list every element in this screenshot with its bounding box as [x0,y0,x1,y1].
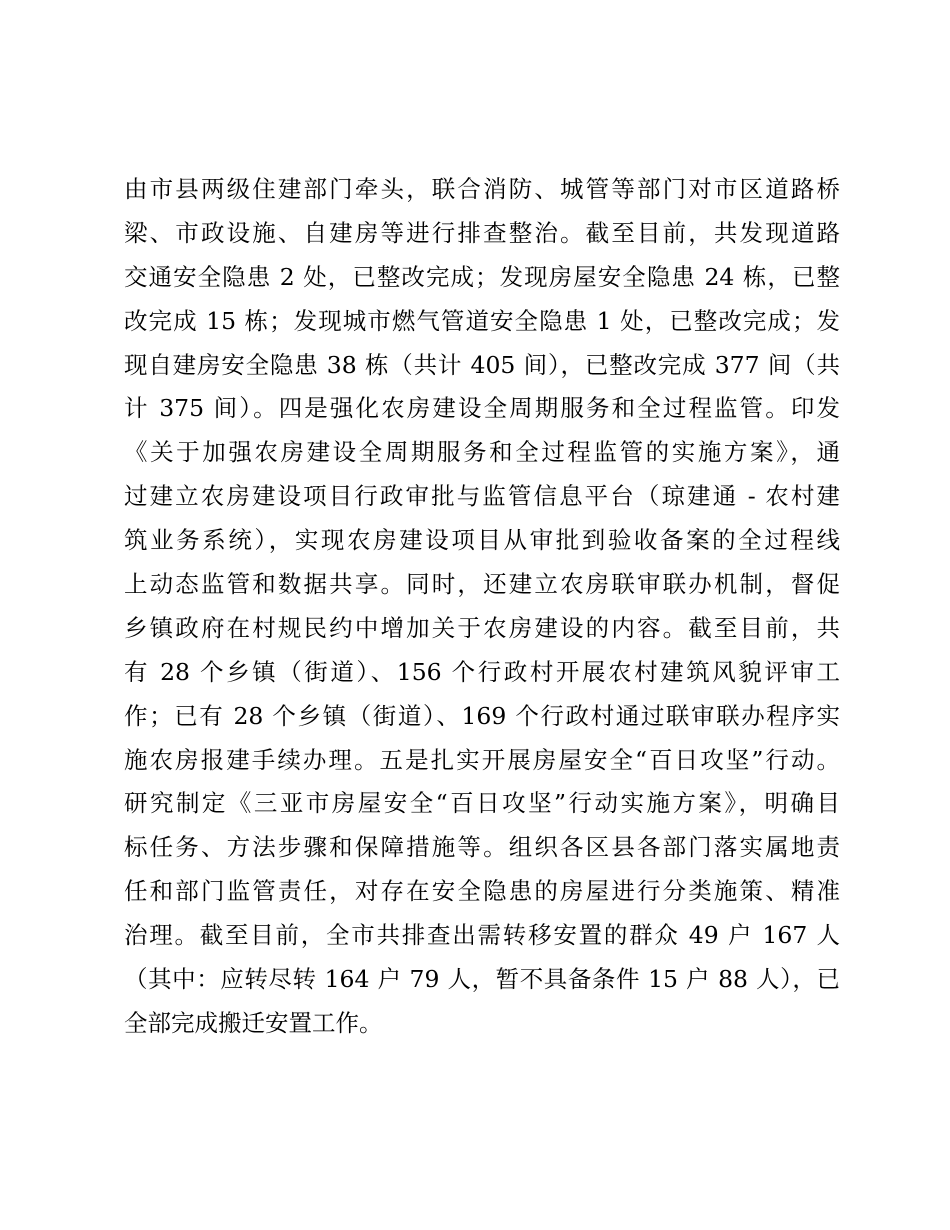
text-line: 研究制定《三亚市房屋安全“百日攻坚”行动实施方案》，明确目 [124,789,840,818]
text-line: 交通安全隐患 2 处，已整改完成；发现房屋安全隐患 24 栋，已整 [124,262,840,291]
text-line: 计 375 间）。四是强化农房建设全周期服务和全过程监管。印发 [124,394,840,423]
text-line: （其中：应转尽转 164 户 79 人，暂不具备条件 15 户 88 人），已 [124,965,840,994]
text-line: 筑业务系统），实现农房建设项目从审批到验收备案的全过程线 [124,526,840,555]
text-line: 治理。截至目前，全市共排查出需转移安置的群众 49 户 167 人 [124,921,840,950]
text-line: 作；已有 28 个乡镇（街道）、169 个行政村通过联审联办程序实 [124,701,840,730]
text-line: 现自建房安全隐患 38 栋（共计 405 间），已整改完成 377 间（共 [124,350,840,379]
text-line: 改完成 15 栋；发现城市燃气管道安全隐患 1 处，已整改完成；发 [124,306,840,335]
text-line: 任和部门监管责任，对存在安全隐患的房屋进行分类施策、精准 [124,877,840,906]
text-line: 乡镇政府在村规民约中增加关于农房建设的内容。截至目前，共 [124,613,840,642]
text-line: 梁、市政设施、自建房等进行排查整治。截至目前，共发现道路 [124,218,840,247]
text-line: 上动态监管和数据共享。同时，还建立农房联审联办机制，督促 [124,570,840,599]
text-line: 施农房报建手续办理。五是扎实开展房屋安全“百日攻坚”行动。 [124,745,840,774]
body-paragraph [124,168,840,1046]
text-line: 有 28 个乡镇（街道）、156 个行政村开展农村建筑风貌评审工 [124,657,840,686]
text-line: 过建立农房建设项目行政审批与监管信息平台（琼建通 - 农村建 [124,482,840,511]
text-line: 由市县两级住建部门牵头，联合消防、城管等部门对市区道路桥 [124,175,840,203]
text-line: 标任务、方法步骤和保障措施等。组织各区县各部门落实属地责 [124,833,840,862]
text-line: 《关于加强农房建设全周期服务和全过程监管的实施方案》，通 [124,438,840,467]
text-line: 全部完成搬迁安置工作。 [124,1008,383,1037]
